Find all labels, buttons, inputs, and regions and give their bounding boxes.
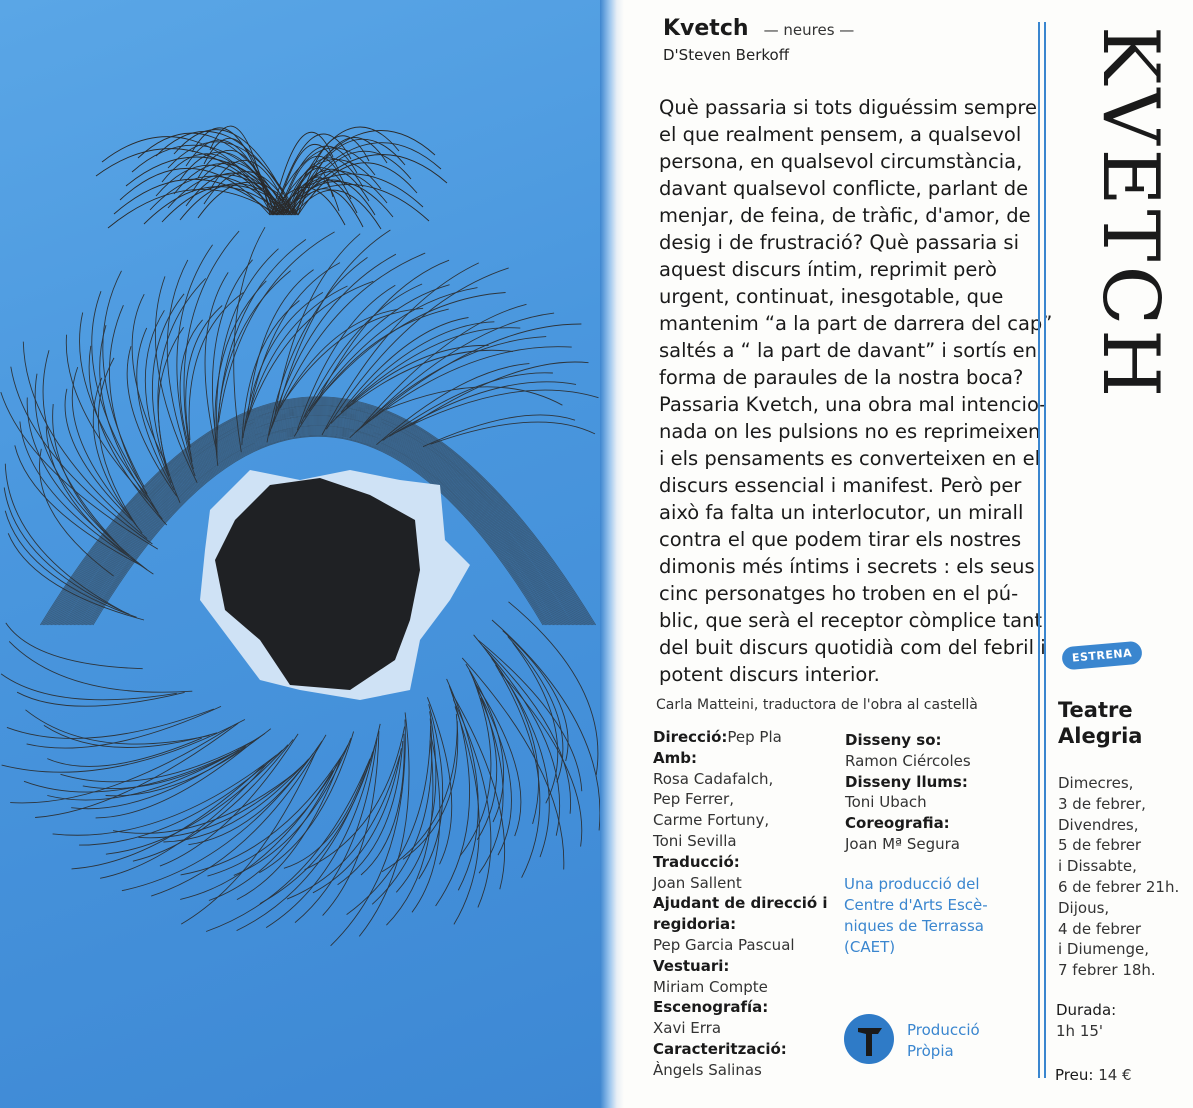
synopsis-line: contra el que podem tirar els nostres — [659, 528, 1022, 551]
vertical-title: KVETCH — [1085, 26, 1175, 402]
hair-strand — [313, 748, 402, 893]
play-genre: — neures — — [763, 21, 855, 39]
hair-strand — [423, 415, 575, 447]
text-page — [624, 0, 1193, 1108]
synopsis-line: persona, en qualsevol circumstància, — [659, 150, 1023, 173]
estrena-badge: ESTRENA — [1061, 641, 1143, 671]
hair-strand — [427, 697, 451, 864]
hair-strand — [492, 620, 600, 830]
price — [1055, 1066, 1132, 1084]
credit-value: Rosa Cadafalch, — [653, 769, 774, 788]
venue-line: Alegria — [1058, 724, 1143, 748]
play-title: Kvetch — [663, 16, 749, 41]
synopsis-line: menjar, de feina, de tràfic, d'amor, de — [659, 204, 1031, 227]
synopsis-line: desig i de frustració? Què passaria si — [659, 231, 1020, 254]
schedule-line: i Dissabte, — [1058, 857, 1137, 876]
schedule-line: 5 de febrer — [1058, 836, 1142, 855]
credit-value: Pep Pla — [727, 728, 782, 746]
synopsis-line: el que realment pensem, a qualsevol — [659, 123, 1022, 146]
synopsis-line: blic, que serà el receptor còmplice tant — [659, 609, 1043, 632]
synopsis-line: forma de paraules de la nostra boca? — [659, 366, 1024, 389]
venue-name — [1058, 697, 1142, 749]
credit-label: Amb: — [653, 748, 697, 767]
synopsis-line: nada on les pulsions no es reprimeixen — [659, 420, 1041, 443]
schedule-line: Dijous, — [1058, 898, 1110, 917]
produccio-propia-logo — [844, 1014, 894, 1064]
hair-strand — [359, 712, 409, 936]
credit-label: Coreografia: — [845, 814, 950, 833]
production-note-line: niques de Terrassa — [844, 917, 984, 935]
bun-strand — [108, 189, 278, 228]
hair-strand — [6, 623, 143, 669]
credit-value: Carme Fortuny, — [653, 811, 770, 830]
hair-strand — [9, 641, 192, 692]
credit-value: Pep Garcia Pascual — [653, 935, 795, 954]
credit-value: Joan Mª Segura — [845, 834, 960, 853]
hair-strand — [513, 643, 558, 804]
synopsis-line: aquest discurs íntim, reprimit però — [659, 258, 997, 281]
credit-value: Miriam Compte — [653, 977, 768, 996]
production-note — [844, 874, 1014, 958]
hair-strand — [352, 328, 520, 402]
hair-strand — [499, 671, 582, 846]
title-line — [663, 16, 854, 41]
credit-label: Direcció: — [653, 728, 728, 746]
schedule-line: 7 febrer 18h. — [1058, 961, 1156, 980]
duration-label: Durada: — [1056, 1001, 1117, 1019]
synopsis-line: discurs essencial i manifest. Però per — [659, 474, 1022, 497]
schedule — [1058, 773, 1183, 981]
synopsis-line: potent discurs interior. — [659, 663, 880, 686]
hair-strand — [447, 679, 479, 890]
credit-label: Disseny llums: — [845, 772, 968, 791]
hair-strand — [274, 234, 360, 422]
hair-strand — [17, 692, 185, 706]
credit-label: Ajudant de direcció i regidoria: — [653, 894, 828, 934]
hair-strand — [234, 738, 351, 875]
production-note-line: Centre d'Arts Escè- — [844, 896, 988, 914]
credits-left-column — [653, 727, 833, 1081]
synopsis-line: davant qualsevol conflicte, parlant de — [659, 177, 1029, 200]
hair-strand — [133, 739, 293, 861]
schedule-line: 6 de febrer 21h. — [1058, 877, 1180, 896]
schedule-line: Dimecres, — [1058, 774, 1134, 792]
propia-line: Producció — [907, 1021, 980, 1039]
price-value: 14 € — [1098, 1066, 1132, 1084]
credit-value: Joan Sallent — [653, 873, 742, 892]
credit-label: Escenografía: — [653, 998, 769, 1017]
hair-strand — [266, 745, 375, 928]
credit-row — [653, 727, 833, 748]
credit-value: Toni Ubach — [845, 793, 927, 812]
production-note-line: (CAET) — [844, 938, 896, 956]
synopsis-text — [659, 94, 1053, 688]
hair-strand — [24, 754, 232, 792]
credit-value: Toni Sevilla — [653, 831, 737, 850]
synopsis-line: Passaria Kvetch, una obra mal intencio- — [659, 393, 1047, 416]
synopsis-line: Què passaria si tots diguéssim sempre — [659, 96, 1038, 119]
hair-strand — [460, 677, 491, 856]
hair-strand — [122, 741, 322, 891]
hair-strand — [436, 686, 470, 906]
production-note-line: Una producció del — [844, 875, 980, 893]
synopsis-line: dimonis més íntims i secrets : els seus — [659, 555, 1035, 578]
schedule-line: i Diumenge, — [1058, 940, 1150, 959]
hair-strand — [492, 658, 550, 857]
credit-value: Xavi Erra — [653, 1019, 722, 1038]
credit-value: Àngels Salinas — [653, 1060, 762, 1079]
synopsis-signature: Carla Matteini, traductora de l'obra al castellà — [656, 697, 978, 713]
hair-strand — [7, 709, 214, 738]
credit-value: Pep Ferrer, — [653, 790, 734, 809]
synopsis-line: del buit discurs quotidià com del febril i — [659, 636, 1046, 659]
schedule-line: Divendres, — [1058, 815, 1139, 834]
hair-strand — [1, 674, 177, 700]
hair-strand — [47, 750, 239, 800]
synopsis-line: saltés a “ la part de davant” i sortís en — [659, 339, 1037, 362]
hair-strand — [331, 720, 406, 946]
credit-label: Vestuari: — [653, 956, 730, 975]
credit-value: Ramon Ciércoles — [845, 751, 971, 770]
produccio-propia-label — [907, 1020, 980, 1062]
credit-label: Disseny so: — [845, 731, 942, 749]
price-label: Preu: — [1055, 1066, 1094, 1084]
synopsis-line: urgent, continuat, inesgotable, que — [659, 285, 1004, 308]
credit-label: Traducció: — [653, 852, 740, 871]
hair-strand — [474, 635, 539, 824]
propia-line: Pròpia — [907, 1042, 954, 1060]
hair-strand — [412, 733, 440, 912]
credits-right-column — [845, 730, 1025, 855]
synopsis-line: mantenim “a la part de darrera del cap” — [659, 312, 1053, 335]
schedule-line: 4 de febrer — [1058, 919, 1142, 938]
vertical-rule — [1038, 22, 1046, 1078]
schedule-line: 3 de febrer, — [1058, 794, 1146, 813]
bun-strand — [126, 157, 296, 215]
play-author: D'Steven Berkoff — [663, 46, 790, 64]
synopsis-line: i els pensaments es converteixen en el — [659, 447, 1041, 470]
duration-value: 1h 15' — [1056, 1022, 1104, 1040]
page-gutter — [600, 0, 624, 1108]
synopsis-line: cinc personatges ho troben en el pú- — [659, 582, 1019, 605]
hair-strand — [26, 710, 210, 744]
credit-label: Caracterització: — [653, 1039, 787, 1058]
venue-line: Teatre — [1058, 698, 1133, 722]
synopsis-line: això fa falta un interlocutor, un mirall — [659, 501, 1024, 524]
hair-strand — [382, 721, 457, 872]
